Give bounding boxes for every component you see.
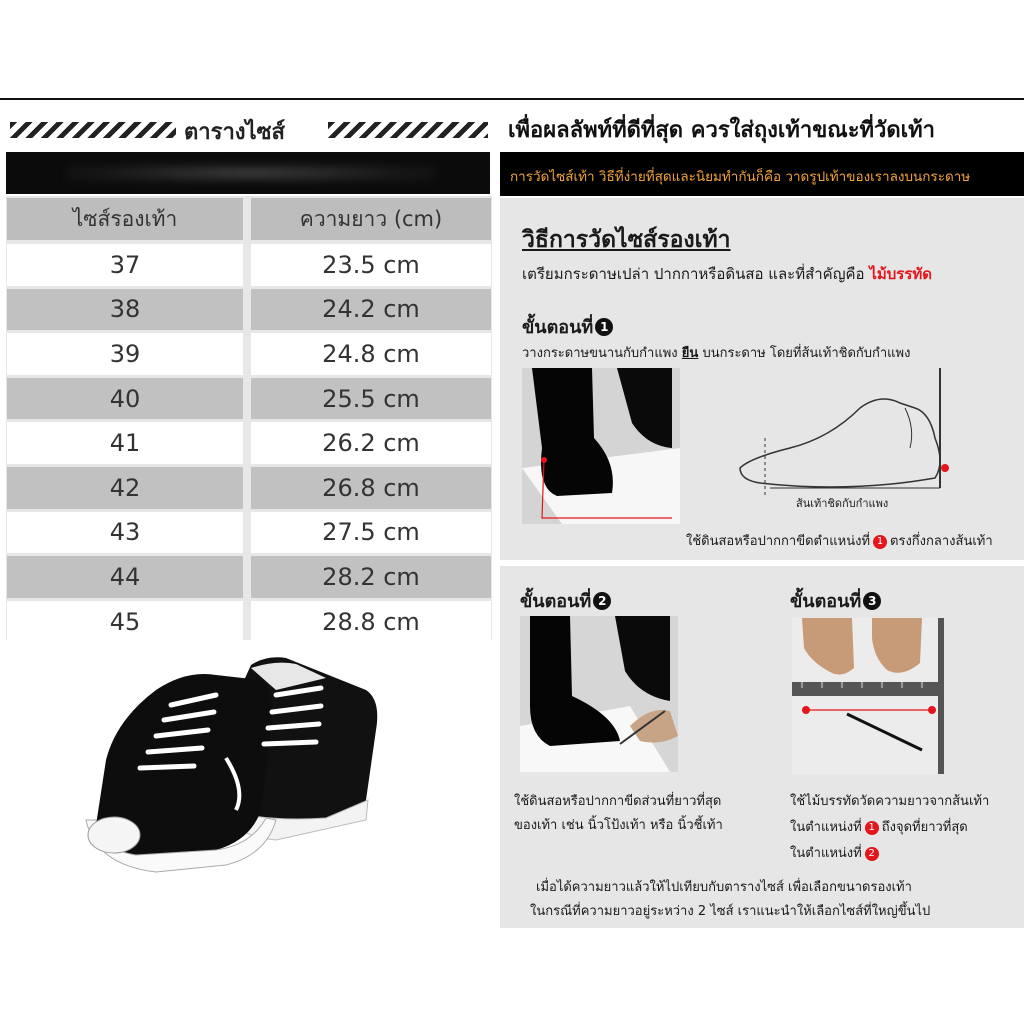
how-to-measure-title: วิธีการวัดไซส์รองเท้า (522, 227, 731, 253)
step3-caption-line3: ในตำแหน่งที่ 2 (790, 842, 882, 863)
step3-caption-line2: ในตำแหน่งที่ 1 ถึงจุดที่ยาวที่สุด (790, 820, 968, 835)
size-cell: 43 (7, 512, 243, 554)
step2-photo (520, 616, 678, 772)
step1-text: วางกระดาษขนานกับกำแพง ยืน บนกระดาษ โดยที่ส้นเท้าชิดกับกำแพง (522, 346, 911, 361)
guide-title: เพื่อผลลัพท์ที่ดีที่สุด ควรใส่ถุงเท้าขณะที่วัดเท้า (508, 118, 936, 143)
preparation-text: เตรียมกระดาษเปล่า ปากกาหรือดินสอ และที่สำคัญคือ ไม้บรรทัด (522, 265, 933, 283)
stripe-decoration-left (10, 122, 176, 138)
size-cell: 45 (7, 601, 243, 643)
size-cell: 39 (7, 333, 243, 375)
heel-to-wall-label: ส้นเท้าชิดกับกำแพง (796, 497, 889, 510)
ruler-highlight: ไม้บรรทัด (869, 265, 933, 283)
step3-heading: ขั้นตอนที่ 3 (790, 586, 881, 615)
step1-caption: ใช้ดินสอหรือปากกาขีดตำแหน่งที่ 1 ตรงกึ่งกลางส้นเท้า (686, 534, 993, 549)
step1-photo (522, 368, 680, 524)
guide-banner-text: การวัดไซส์เท้า วิธีที่ง่ายที่สุดและนิยมทำกันก็คือ วาดรูปเท้าของเราลงบนกระดาษ (510, 169, 971, 185)
length-cell: 26.2 cm (251, 422, 491, 464)
length-cell: 27.5 cm (251, 512, 491, 554)
black-sneakers-image (76, 650, 396, 910)
guide-banner (500, 152, 1024, 196)
blurred-banner (6, 152, 490, 194)
size-cell: 41 (7, 422, 243, 464)
length-column-header: ความยาว (cm) (251, 198, 491, 240)
footer-note-line1: เมื่อได้ความยาวแล้วให้ไปเทียบกับตารางไซส์ เพื่อเลือกขนาดรองเท้า (536, 880, 912, 895)
size-chart-title: ตารางไซส์ (184, 120, 285, 145)
length-cell: 23.5 cm (251, 244, 491, 286)
step3-photo (792, 618, 944, 774)
length-cell: 25.5 cm (251, 378, 491, 420)
length-cell: 28.2 cm (251, 556, 491, 598)
size-cell: 38 (7, 289, 243, 331)
step2-caption-line1: ใช้ดินสอหรือปากกาขีดส่วนที่ยาวที่สุด (514, 794, 722, 809)
size-chart-header (6, 110, 490, 148)
length-cell: 24.8 cm (251, 333, 491, 375)
size-cell: 40 (7, 378, 243, 420)
length-cell: 28.8 cm (251, 601, 491, 643)
step2-heading: ขั้นตอนที่ 2 (520, 586, 611, 615)
top-divider (0, 98, 1024, 100)
size-cell: 37 (7, 244, 243, 286)
footer-note-line2: ในกรณีที่ความยาวอยู่ระหว่าง 2 ไซส์ เราแนะนำให้เลือกไซส์ที่ใหญ่ขึ้นไป (530, 904, 931, 919)
step3-caption-line1: ใช้ไม้บรรทัดวัดความยาวจากส้นเท้า (790, 794, 990, 809)
length-cell: 24.2 cm (251, 289, 491, 331)
size-cell: 44 (7, 556, 243, 598)
size-cell: 42 (7, 467, 243, 509)
size-column-header: ไซส์รองเท้า (7, 198, 243, 240)
step2-caption-line2: ของเท้า เช่น นิ้วโป้งเท้า หรือ นิ้วชี้เท้า (514, 818, 723, 833)
step1-heading: ขั้นตอนที่ 1 (522, 312, 613, 341)
stripe-decoration-right (328, 122, 488, 138)
length-cell: 26.8 cm (251, 467, 491, 509)
